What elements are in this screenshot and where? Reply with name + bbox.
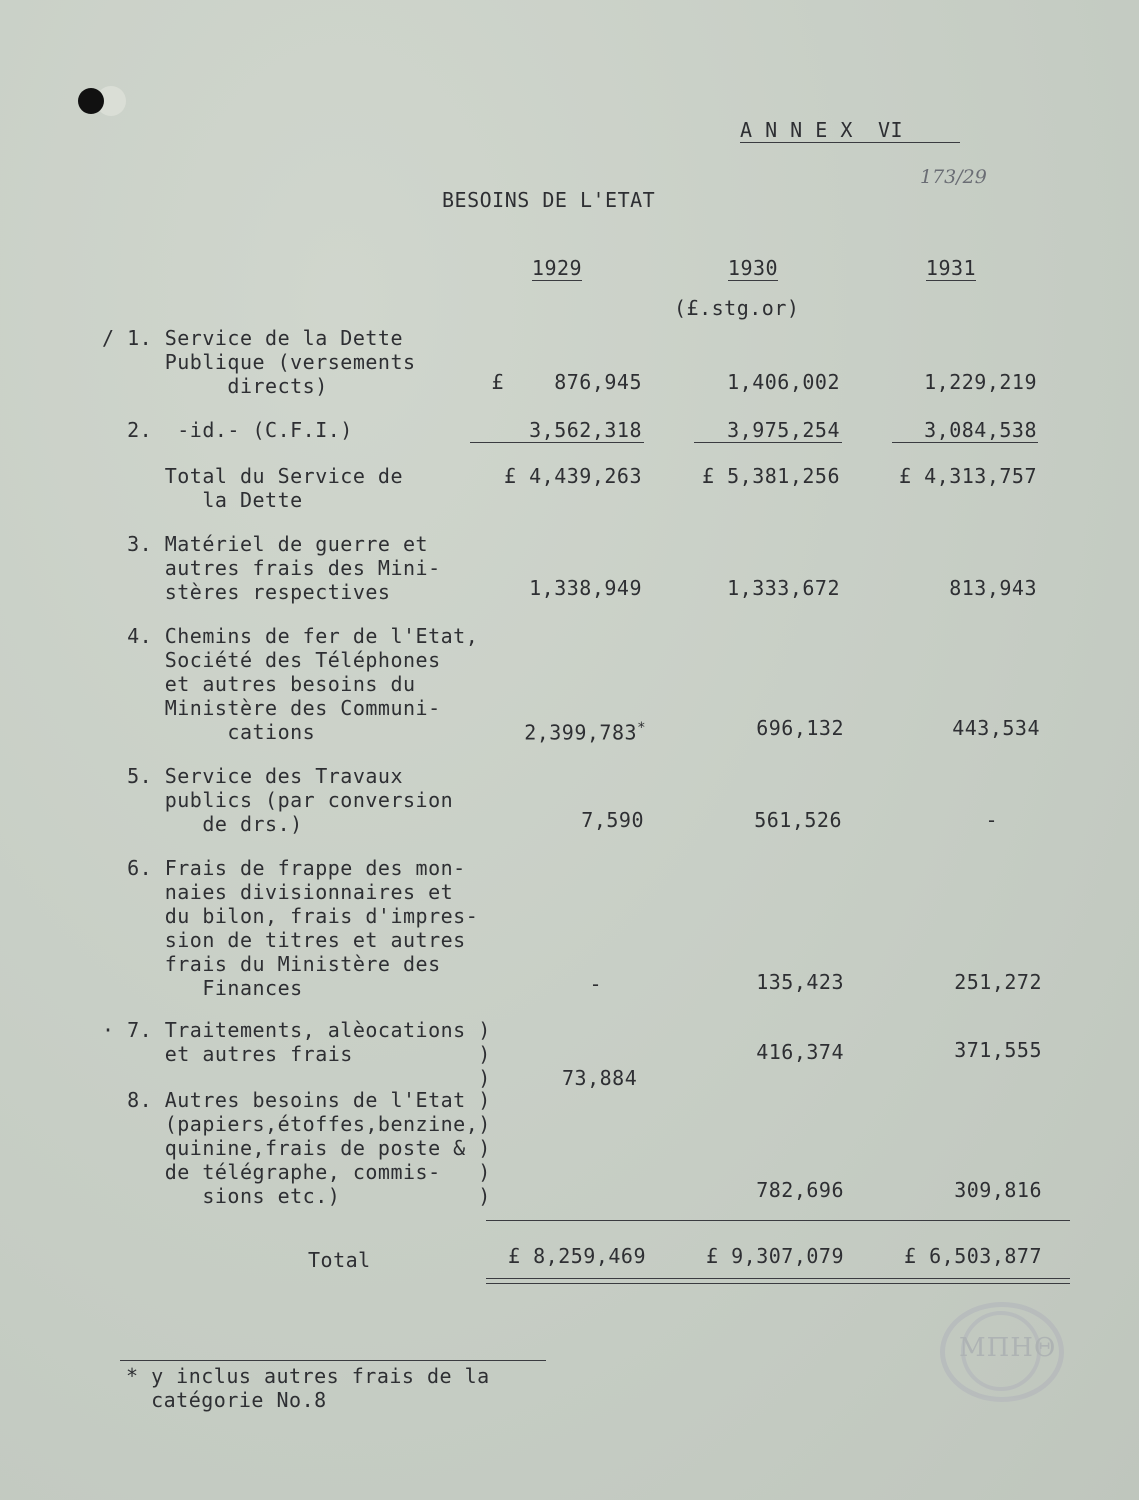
row-1-1931: 1,229,219 (924, 370, 1037, 394)
annex-title: A N N E X VI (740, 118, 960, 143)
total-service-1929: £ 4,439,263 (504, 464, 642, 488)
year-1929: 1929 (531, 256, 583, 280)
footnote-rule (120, 1360, 546, 1361)
row-5-1930: 561,526 (754, 808, 842, 832)
row-4-1930: 696,132 (756, 716, 844, 740)
doc-title: BESOINS DE L'ETAT (442, 188, 656, 212)
subtotal-rule-1929 (470, 442, 644, 443)
unit-label: (£.stg.or) (674, 296, 800, 320)
archive-stamp: ΜΠΗΘ (940, 1302, 1064, 1402)
row-8-1931: 309,816 (954, 1178, 1042, 1202)
grand-total-label: Total (308, 1248, 371, 1272)
row-6-1930: 135,423 (756, 970, 844, 994)
total-rule-top (486, 1220, 1070, 1221)
row-5-label: 5. Service des Travaux publics (par conversion de drs.) (127, 764, 454, 836)
year-1931: 1931 (925, 256, 977, 280)
row-7-1930: 416,374 (756, 1040, 844, 1064)
row-4-label: 4. Chemins de fer de l'Etat, Société des Téléphones et autres besoins du Ministère des Communi- cations (127, 624, 479, 744)
row-1-1930: 1,406,002 (727, 370, 840, 394)
row-3-1929: 1,338,949 (529, 576, 642, 600)
row-4-1931: 443,534 (952, 716, 1040, 740)
row-6-label: 6. Frais de frappe des mon- naies divisionnaires et du bilon, frais d'impres- sion de titres et autres frais du Ministère des Finances (127, 856, 479, 1000)
row-5-1931: - (985, 808, 998, 832)
archive-number: 173/29 (920, 166, 987, 188)
grand-total-1929: £ 8,259,469 (508, 1244, 646, 1268)
row-1-label: / 1. Service de la Dette Publique (versements directs) (102, 326, 416, 398)
row-4-1929: 2,399,783* (524, 720, 646, 745)
row-8-label: 8. Autres besoins de l'Etat ) (papiers,étoffes,benzine,) quinine,frais de poste & ) de télégraphe, commis- ) sions etc.) ) (127, 1088, 491, 1208)
punch-hole (78, 88, 104, 114)
total-service-1931: £ 4,313,757 (899, 464, 1037, 488)
total-rule-bottom (486, 1278, 1070, 1279)
row-7-label: · 7. Traitements, alèocations ) et autres frais ) ) (102, 1018, 491, 1090)
row-6-1929: - (589, 972, 602, 996)
row-5-1929: 7,590 (581, 808, 644, 832)
year-1930: 1930 (727, 256, 779, 280)
row-1-1929: £ 876,945 (491, 370, 642, 394)
row-6-1931: 251,272 (954, 970, 1042, 994)
row-3-1930: 1,333,672 (727, 576, 840, 600)
row-8-1930: 782,696 (756, 1178, 844, 1202)
row-2-1930: 3,975,254 (727, 418, 840, 442)
total-rule-double (486, 1283, 1070, 1284)
row-3-1931: 813,943 (949, 576, 1037, 600)
total-service-1930: £ 5,381,256 (702, 464, 840, 488)
footnote-marker: * (637, 720, 646, 736)
row-2-label: 2. -id.- (C.F.I.) (102, 418, 353, 442)
subtotal-rule-1931 (892, 442, 1038, 443)
subtotal-rule-1930 (694, 442, 842, 443)
row-3-label: 3. Matériel de guerre et autres frais des Mini- stères respectives (127, 532, 441, 604)
row-7-1931: 371,555 (954, 1038, 1042, 1062)
row-2-1929: 3,562,318 (529, 418, 642, 442)
grand-total-1930: £ 9,307,079 (706, 1244, 844, 1268)
total-service-label: Total du Service de la Dette (164, 464, 403, 512)
row-2-1931: 3,084,538 (924, 418, 1037, 442)
row-7-8-1929-combined: 73,884 (562, 1066, 638, 1090)
grand-total-1931: £ 6,503,877 (904, 1244, 1042, 1268)
footnote: * y inclus autres frais de la catégorie No.8 (126, 1364, 490, 1412)
